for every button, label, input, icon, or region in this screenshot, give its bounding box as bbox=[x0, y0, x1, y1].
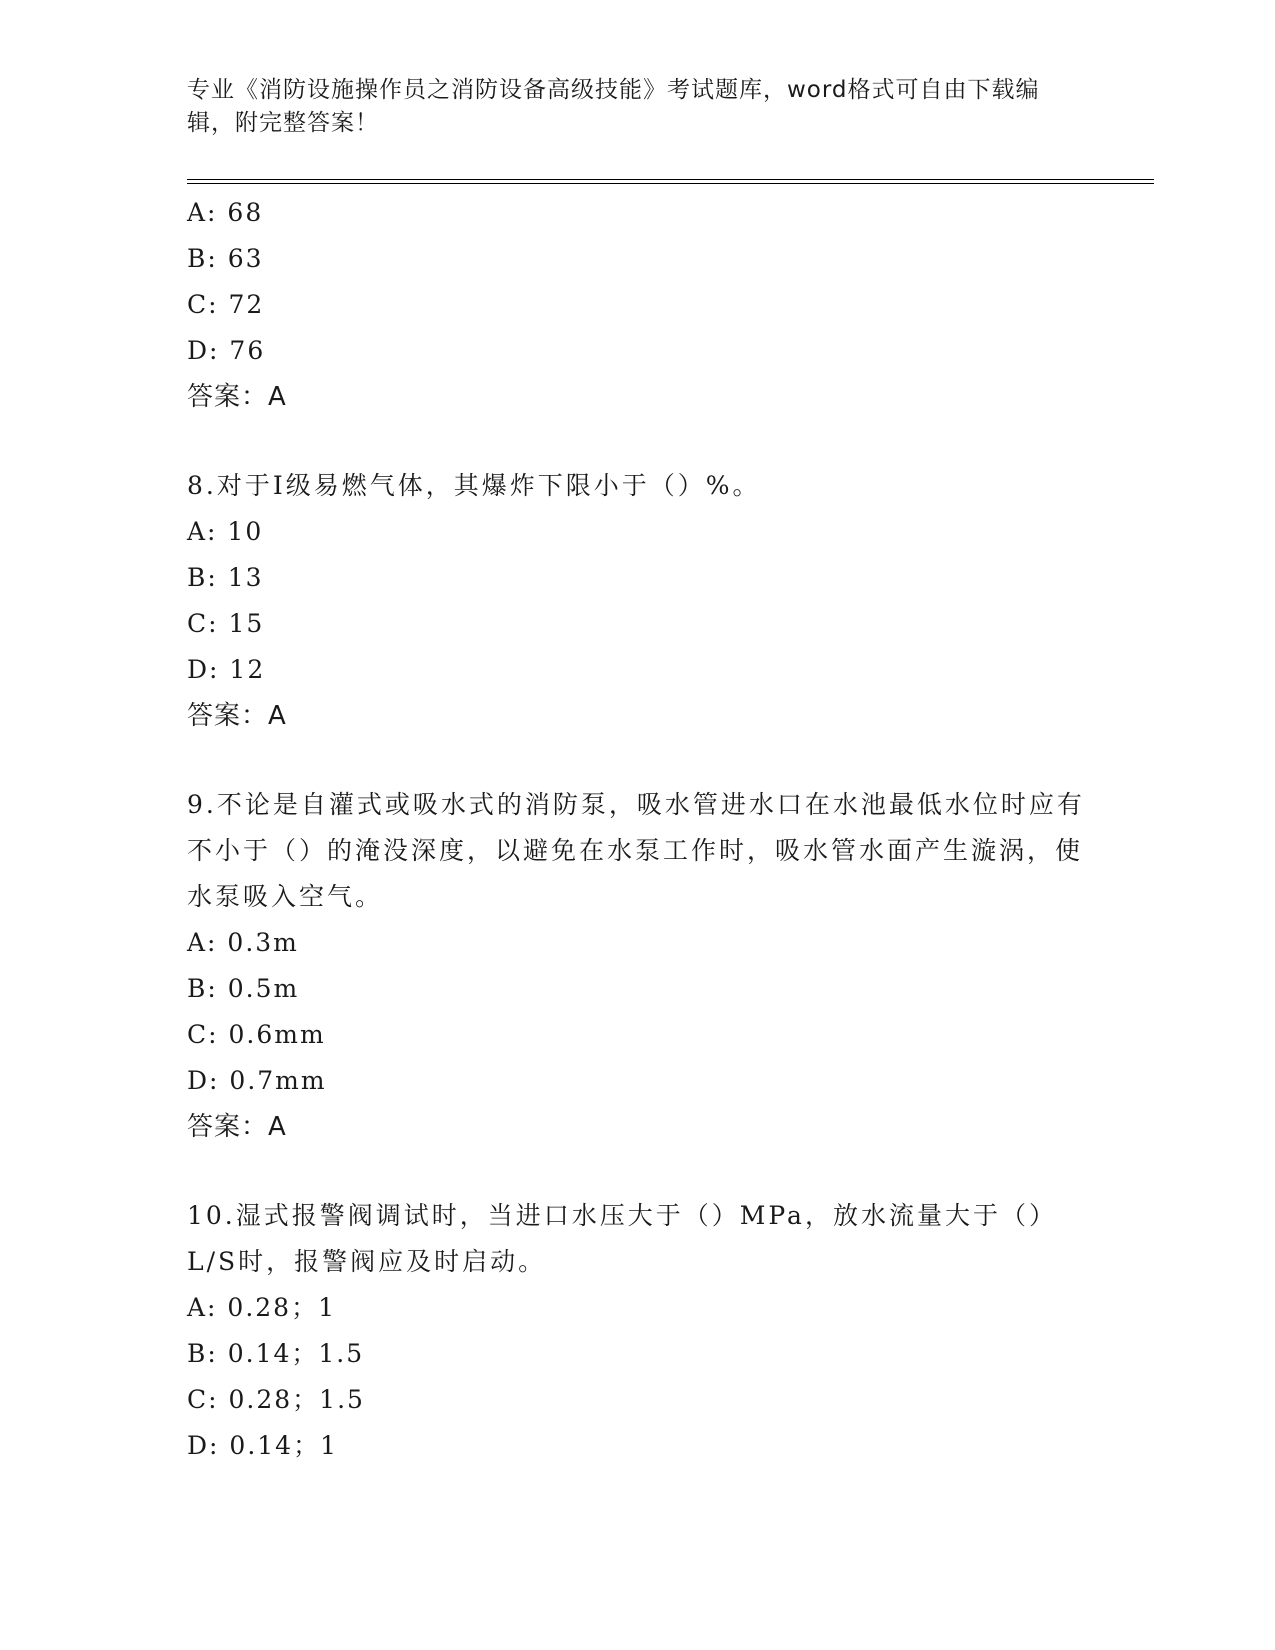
header-divider-top bbox=[187, 179, 1154, 180]
question-text: 8.对于Ⅰ级易燃气体，其爆炸下限小于（）%。 bbox=[187, 471, 761, 500]
option-d: D: 12 bbox=[187, 655, 266, 684]
option-c: C: 0.28；1.5 bbox=[187, 1385, 365, 1414]
question-block-9 bbox=[187, 782, 1087, 1150]
option-b: B: 63 bbox=[187, 244, 264, 273]
option-d: D: 76 bbox=[187, 336, 266, 365]
header-divider-bottom bbox=[187, 183, 1154, 184]
option-a: A: 68 bbox=[187, 198, 264, 227]
question-list bbox=[187, 190, 1087, 1469]
option-c: C: 72 bbox=[187, 290, 265, 319]
answer-text: 答案：A bbox=[187, 1112, 287, 1142]
answer-text: 答案：A bbox=[187, 701, 287, 731]
option-b: B: 0.14；1.5 bbox=[187, 1339, 365, 1368]
option-b: B: 13 bbox=[187, 563, 264, 592]
question-text: 9.不论是自灌式或吸水式的消防泵，吸水管进水口在水池最低水位时应有不小于（）的淹没深度，以避免在水泵工作时，吸水管水面产生漩涡，使水泵吸入空气。 bbox=[187, 790, 1085, 911]
option-a: A: 0.3m bbox=[187, 928, 299, 957]
option-c: C: 0.6mm bbox=[187, 1020, 326, 1049]
option-b: B: 0.5m bbox=[187, 974, 300, 1003]
option-d: D: 0.14；1 bbox=[187, 1431, 338, 1460]
answer-text: 答案：A bbox=[187, 382, 287, 412]
question-block-8 bbox=[187, 463, 1087, 739]
option-c: C: 15 bbox=[187, 609, 265, 638]
document-header: 专业《消防设施操作员之消防设备高级技能》考试题库，word格式可自由下载编辑，附完整答案！ bbox=[187, 77, 1040, 136]
option-d: D: 0.7mm bbox=[187, 1066, 327, 1095]
question-block-7 bbox=[187, 190, 1087, 420]
question-block-10 bbox=[187, 1193, 1087, 1469]
question-text: 10.湿式报警阀调试时，当进口水压大于（）MPa，放水流量大于（）L/S时，报警阀应及时启动。 bbox=[187, 1201, 1057, 1276]
option-a: A: 0.28；1 bbox=[187, 1293, 336, 1322]
option-a: A: 10 bbox=[187, 517, 264, 546]
